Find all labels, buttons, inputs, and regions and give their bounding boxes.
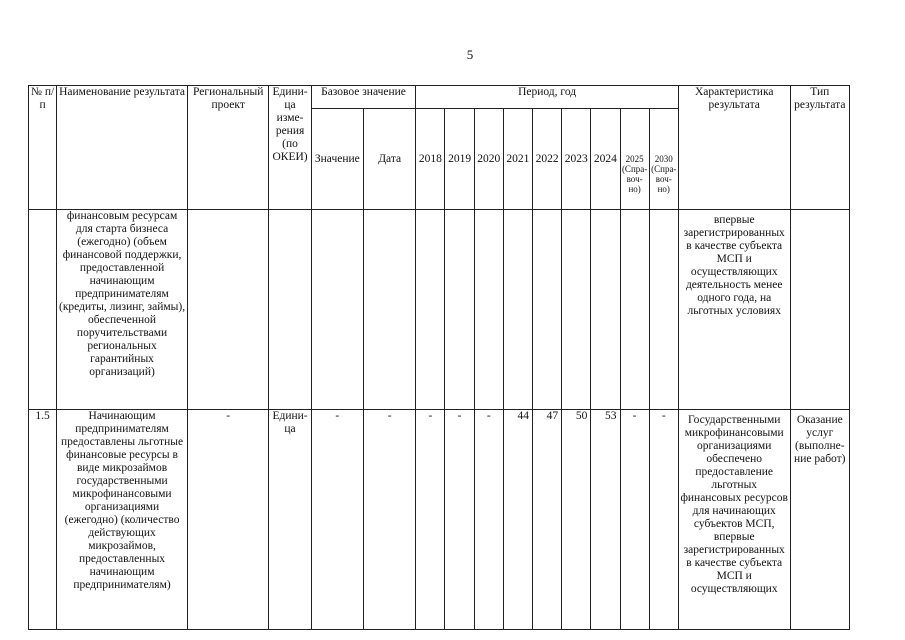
header-base-date: Дата [363,109,415,210]
row-characteristic: Государственными микрофинансовыми организациями обеспечено предоставление льготных финансовых ресурсов для начинающих субъектов МСП, впервые зарегистрированных в качестве субъекта МСП и осуществляющих [678,410,790,630]
header-year: 2018 [416,109,445,210]
page-number: 5 [466,47,474,62]
row-base-value: - [311,410,363,630]
row-year-value [533,210,562,410]
header-period: Период, год [416,86,679,109]
row-base-date: - [363,410,415,630]
header-year-ref: 2025 (Спра-воч-но) [620,109,649,210]
row-unit: Едини-ца [269,410,311,630]
row-year-value [416,210,445,410]
row-year-value [503,210,532,410]
row-year-value [591,210,620,410]
header-regional: Региональный проект [187,86,268,210]
row-year-value: 44 [503,410,532,630]
header-year-ref: 2030 (Спра-воч-но) [649,109,678,210]
row-year-value [620,210,649,410]
row-base-date [363,210,415,410]
table-row [29,210,850,410]
header-base: Базовое значение [311,86,416,109]
row-type: Оказание услуг (выполне-ние работ) [790,410,849,630]
row-year-value [649,210,678,410]
header-type: Тип результата [790,86,849,210]
header-year: 2020 [474,109,503,210]
row-base-value [311,210,363,410]
row-year-value: 50 [562,410,591,630]
row-year-value: - [445,410,474,630]
results-table [28,85,850,630]
header-unit: Едини-ца изме-рения (по ОКЕИ) [269,86,311,210]
header-characteristic: Характеристика результата [678,86,790,210]
row-unit [269,210,311,410]
row-name: финансовым ресурсам для старта бизнеса (ежегодно) (объем финансовой поддержки, предоставленной начинающим предпринимателям (кредиты, лизинг, займы), обеспеченной поручительствами региональных гарантийных организаций) [57,210,188,410]
header-name: Наименование результата [57,86,188,210]
row-num: 1.5 [29,410,57,630]
row-num [29,210,57,410]
row-year-value [562,210,591,410]
header-num: № п/п [29,86,57,210]
header-year: 2023 [562,109,591,210]
row-year-value: - [649,410,678,630]
row-regional [187,210,268,410]
header-year: 2022 [533,109,562,210]
row-name: Начинающим предпринимателям предоставлены льготные финансовые ресурсы в виде микрозаймов государственными микрофинансовыми организациями (ежегодно) (количество действующих микрозаймов, предоставленных начинающим предпринимателям) [57,410,188,630]
row-year-value: - [474,410,503,630]
row-year-value: 53 [591,410,620,630]
header-year: 2024 [591,109,620,210]
row-characteristic: впервые зарегистрированных в качестве субъекта МСП и осуществляющих деятельность менее одного года, на льготных условиях [678,210,790,410]
row-year-value: 47 [533,410,562,630]
row-year-value: - [620,410,649,630]
header-year: 2019 [445,109,474,210]
row-year-value [474,210,503,410]
row-year-value: - [416,410,445,630]
row-regional: - [187,410,268,630]
header-base-value: Значение [311,109,363,210]
table-row [29,410,850,630]
header-year: 2021 [503,109,532,210]
row-type [790,210,849,410]
row-year-value [445,210,474,410]
